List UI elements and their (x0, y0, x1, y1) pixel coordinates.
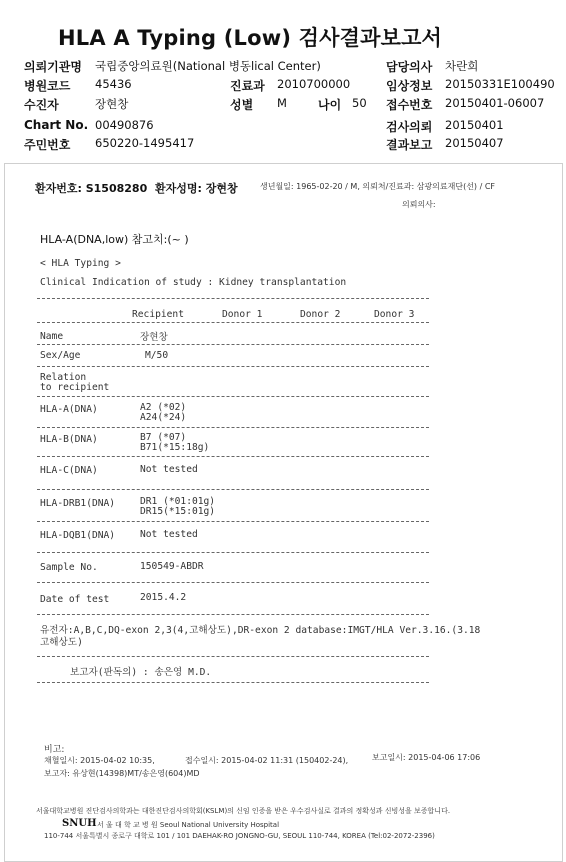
label-test-request: 검사의뢰 (386, 120, 433, 134)
divider (37, 322, 429, 323)
row-value: 2015.4.2 (140, 592, 187, 603)
hospital-address: 110-744 서울특별시 종로구 대학로 101 / 101 DAEHAK-RO JONGNO-GU, SEOUL 110-744, KOREA (Tel:02-2072-2396) (44, 832, 435, 840)
col-donor-2: Donor 2 (300, 309, 341, 320)
reported-time: 보고일시: 2015-04-06 17:06 (372, 753, 481, 762)
col-recipient: Recipient (132, 309, 184, 320)
divider (37, 521, 429, 522)
value-result-report: 20150407 (445, 136, 504, 150)
label-attending-doctor: 담당의사 (386, 60, 433, 74)
divider (37, 427, 429, 428)
label-age: 나이 (318, 98, 342, 112)
row-label: HLA-DRB1(DNA) (40, 498, 116, 509)
label-receipt-number: 접수번호 (386, 98, 433, 112)
patient-name: 환자성명: 장현창 (155, 182, 238, 195)
divider (37, 614, 429, 615)
value-age: 50 (352, 96, 367, 110)
patient-meta: 생년월일: 1965-02-20 / M, 의뢰처/진료과: 삼광의료재단(선) / CF (260, 182, 496, 191)
row-label: HLA-A(DNA) (40, 404, 98, 415)
method-line-2: 고해상도) (40, 637, 83, 648)
value-attending-doctor: 차란희 (445, 59, 479, 73)
value-receipt-number: 20150401-06007 (445, 96, 545, 110)
divider (37, 456, 429, 457)
divider (37, 396, 429, 397)
value-clinical-info: 20150331E100490 (445, 77, 555, 91)
collect-time: 채혈일시: 2015-04-02 10:35, (44, 756, 155, 765)
divider (37, 682, 429, 683)
value-test-request: 20150401 (445, 118, 504, 132)
value-resident-number: 650220-1495417 (95, 136, 195, 150)
row-value: DR1 (*01:01g) DR15(*15:01g) (140, 496, 216, 517)
label-requesting-institution: 의뢰기관명 (24, 60, 82, 74)
hospital-name: 서 울 대 학 교 병 원 Seoul National University Hospital (97, 821, 280, 829)
row-label: Sex/Age (40, 350, 81, 361)
row-label: Sample No. (40, 562, 98, 573)
clinical-indication: Clinical Indication of study : Kidney transplantation (40, 277, 347, 288)
row-label: HLA-C(DNA) (40, 465, 98, 476)
divider (37, 552, 429, 553)
patient-number: 환자번호: S1508280 (35, 182, 148, 195)
row-value: Not tested (140, 464, 198, 475)
row-value: 장현창 (140, 332, 168, 343)
method-line: 유전자:A,B,C,DQ-exon 2,3(4,고해상도),DR-exon 2 database:IMGT/HLA Ver.3.16.(3.18 (40, 625, 481, 636)
label-sex: 성별 (230, 98, 254, 112)
report-title: HLA A Typing (Low) 검사결과보고서 (58, 26, 443, 50)
accreditation-note: 서울대학교병원 진단검사의학과는 대한진단검사의학회(KSLM)의 신임 인증을 받은 우수검사실로 결과의 정확성과 신빙성을 보증합니다. (36, 807, 451, 815)
divider (37, 344, 429, 345)
divider (37, 656, 429, 657)
section-heading: < HLA Typing > (40, 258, 121, 269)
label-chart-no: Chart No. (24, 118, 89, 132)
value-department: 2010700000 (277, 77, 351, 91)
value-sex: M (277, 96, 287, 110)
label-department: 진료과 (230, 79, 265, 93)
label-resident-number: 주민번호 (24, 138, 71, 152)
col-donor-1: Donor 1 (222, 309, 263, 320)
row-label: HLA-B(DNA) (40, 434, 98, 445)
row-value: B7 (*07) B71(*15:18g) (140, 432, 210, 453)
label-examinee: 수진자 (24, 98, 59, 112)
reporter: 보고자(판독의) : 송은영 M.D. (70, 667, 212, 678)
received-time: 접수일시: 2015-04-02 11:31 (150402-24), (185, 756, 349, 765)
label-result-report: 결과보고 (386, 138, 433, 152)
row-label: Relation to recipient (40, 372, 110, 393)
divider (37, 298, 429, 299)
reporters: 보고자: 유상현(14398)MT/송은영(604)MD (44, 769, 200, 778)
row-value: Not tested (140, 529, 198, 540)
referring-doctor: 의뢰의사: (402, 200, 436, 209)
test-title: HLA-A(DNA,low) 참고치:(~ ) (40, 233, 189, 246)
snuh-logo: SNUH (62, 818, 97, 829)
row-label: Name (40, 331, 64, 342)
value-chart-no: 00490876 (95, 118, 154, 132)
value-requesting-institution: 국립중앙의료원(National 병동lical Center) (95, 59, 321, 73)
row-label: HLA-DQB1(DNA) (40, 530, 116, 541)
value-hospital-code: 45436 (95, 77, 132, 91)
row-value: 150549-ABDR (140, 561, 204, 572)
value-examinee: 장현창 (95, 97, 129, 111)
divider (37, 366, 429, 367)
row-value: A2 (*02) A24(*24) (140, 402, 187, 423)
row-label: Date of test (40, 594, 110, 605)
divider (37, 489, 429, 490)
divider (37, 582, 429, 583)
label-clinical-info: 임상정보 (386, 79, 433, 93)
col-donor-3: Donor 3 (374, 309, 415, 320)
label-hospital-code: 병원코드 (24, 79, 71, 93)
note-label: 비고: (44, 745, 65, 755)
row-value: M/50 (145, 350, 169, 361)
